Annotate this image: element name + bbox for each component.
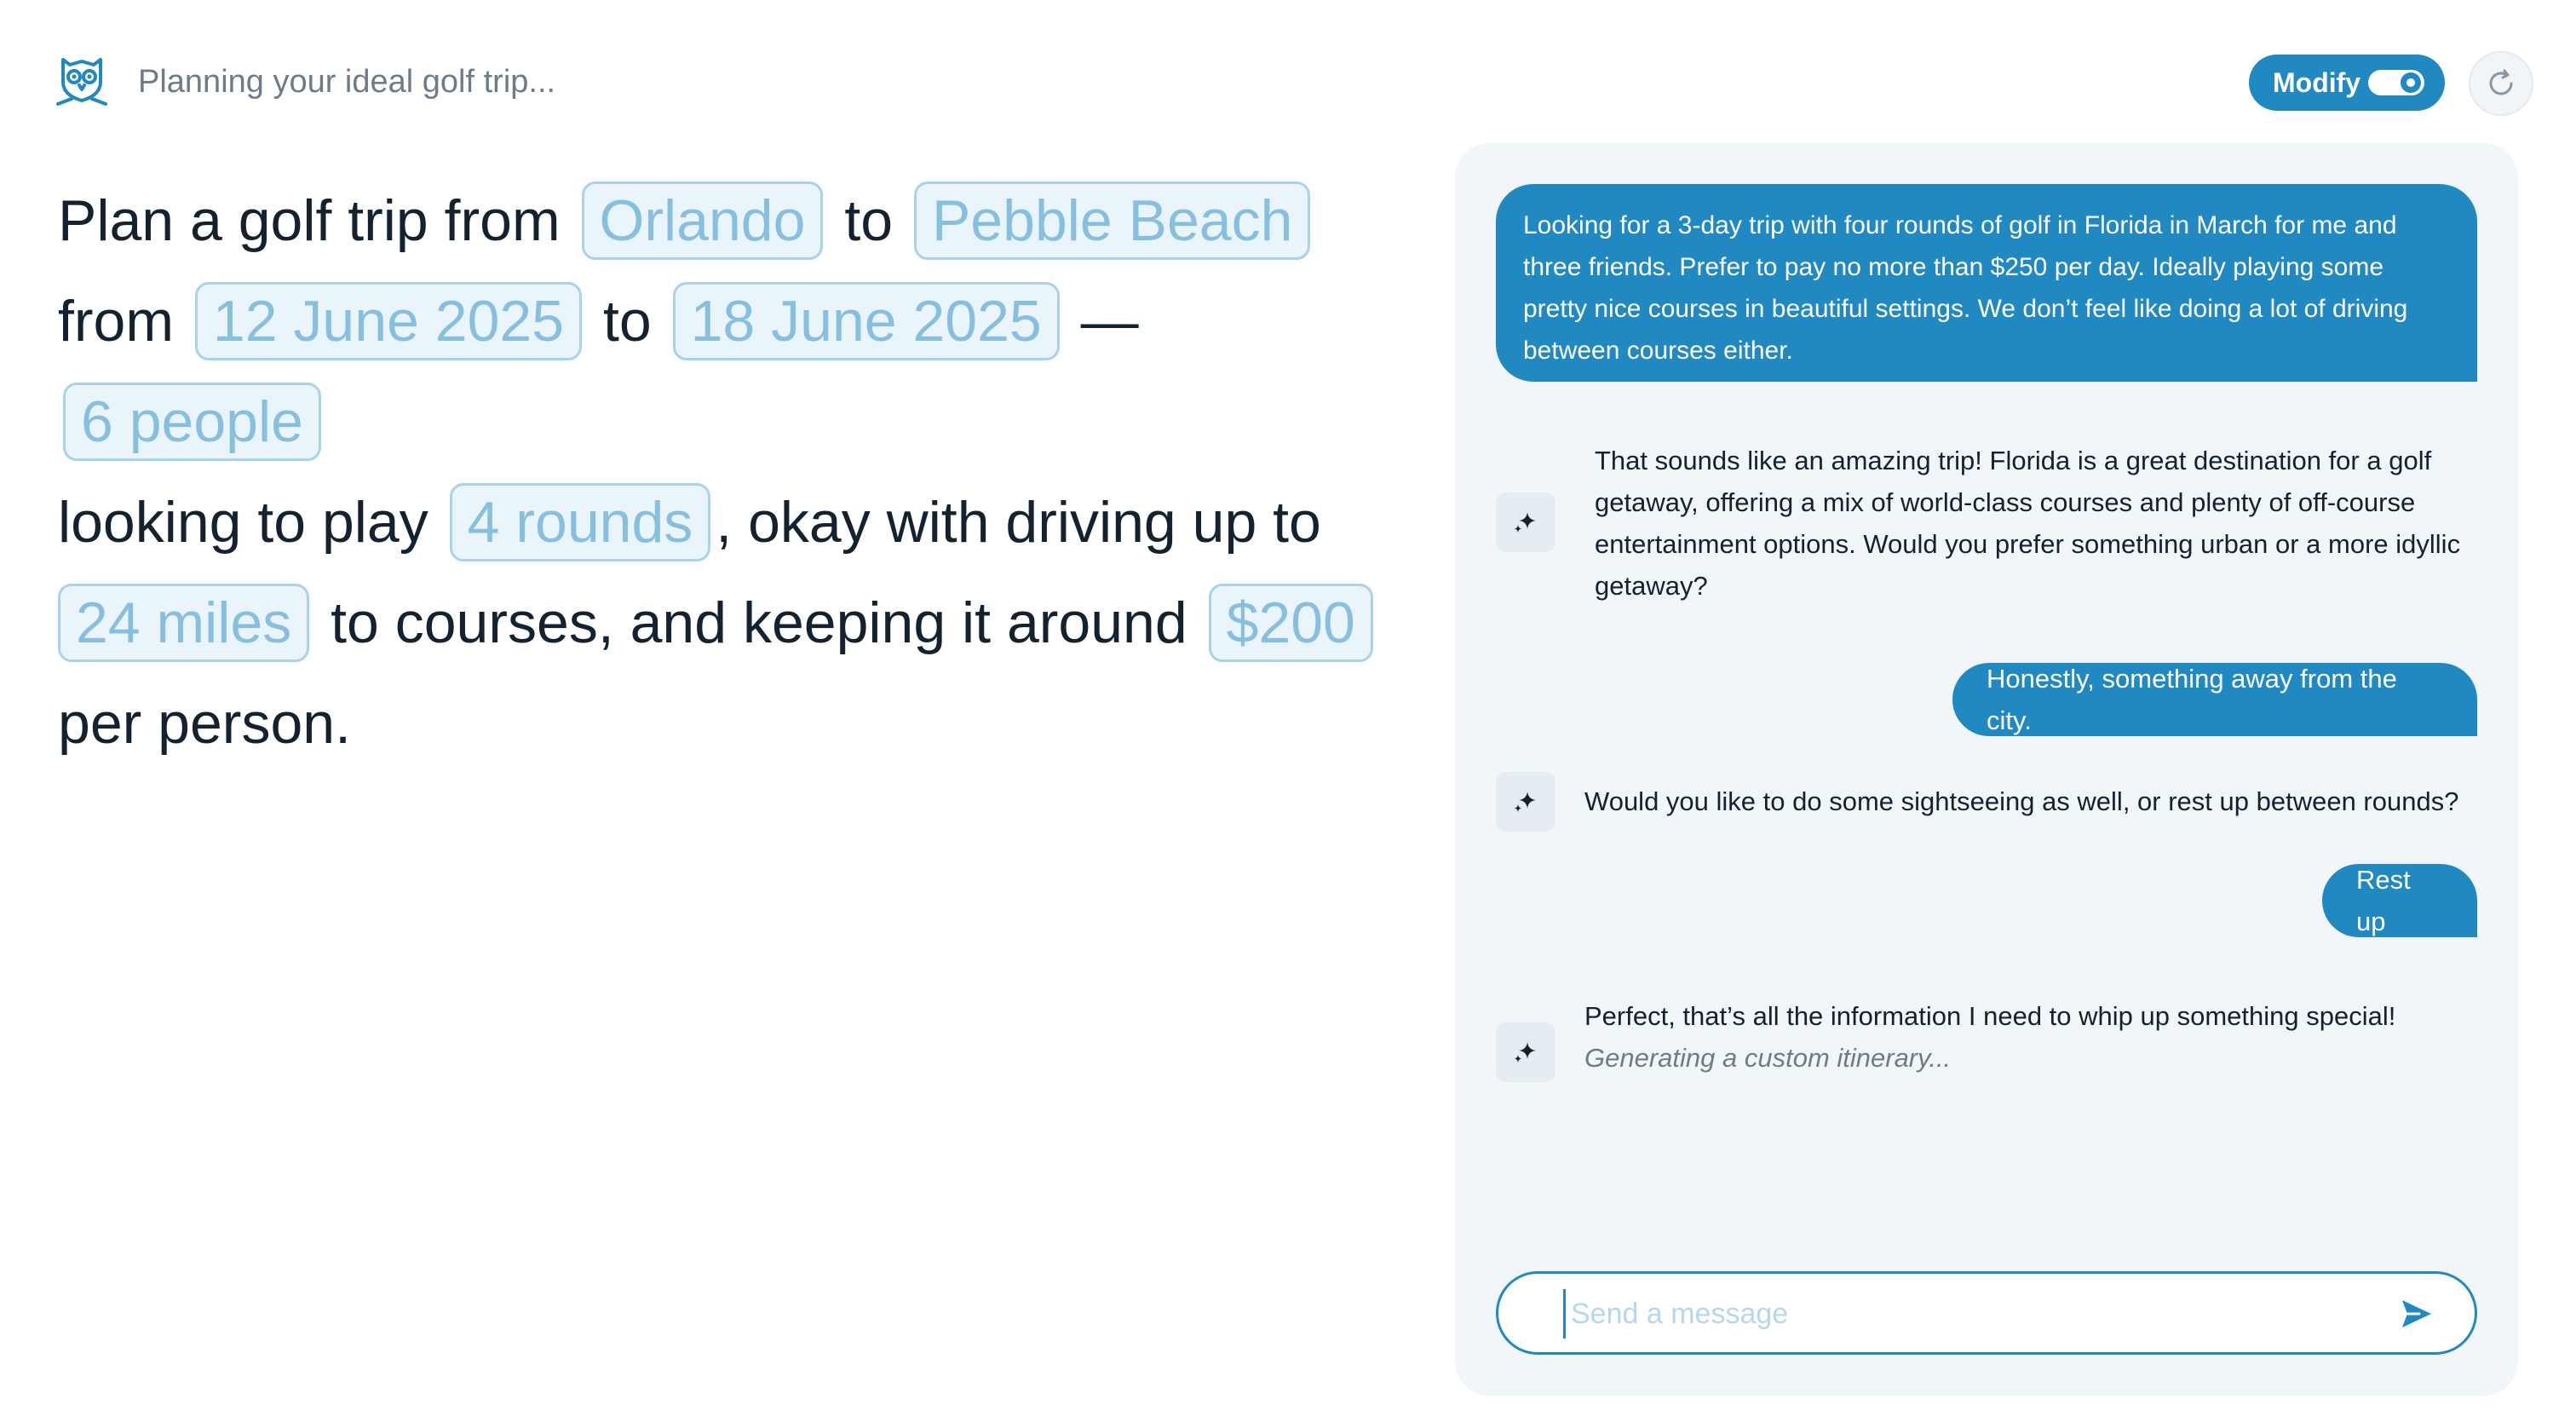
send-button[interactable] <box>2396 1294 2435 1333</box>
assistant-message: That sounds like an amazing trip! Florida is a great destination for a golf getaway, offering a mix of world-class courses and plenty of off-course entertainment options. Would you prefer something urban or a more idyllic getaway? <box>1595 446 2461 601</box>
start-date-chip[interactable]: 12 June 2025 <box>195 282 582 360</box>
prompt-text: to courses, and keeping it around <box>331 590 1187 655</box>
assistant-message: Would you like to do some sightseeing as well, or rest up between rounds? <box>1584 786 2459 816</box>
assistant-avatar <box>1496 772 1555 832</box>
refresh-icon <box>2484 66 2518 101</box>
owl-logo-icon[interactable] <box>53 51 111 109</box>
prompt-text: Plan a golf trip from <box>58 188 561 253</box>
distance-chip[interactable]: 24 miles <box>58 584 309 662</box>
budget-chip[interactable]: $200 <box>1209 584 1373 662</box>
sparkle-icon <box>1510 1037 1541 1068</box>
send-icon <box>2397 1295 2435 1333</box>
chat-panel <box>1455 143 2518 1396</box>
prompt-text: from <box>58 289 174 354</box>
prompt-text: to <box>844 188 894 253</box>
prompt-text: per person. <box>58 691 351 756</box>
modify-label: Modify <box>2273 66 2361 98</box>
prompt-text: looking to play <box>58 490 428 555</box>
header <box>0 0 2576 162</box>
user-message: Honestly, something away from the city. <box>1952 663 2477 736</box>
origin-chip[interactable]: Orlando <box>582 181 824 260</box>
generating-status: Generating a custom itinerary... <box>1584 1043 1952 1073</box>
message-input[interactable] <box>1563 1289 2381 1339</box>
assistant-avatar <box>1496 492 1555 552</box>
sparkle-icon <box>1510 507 1541 538</box>
toggle-switch-icon[interactable] <box>2368 70 2424 95</box>
prompt-dash: — <box>1080 289 1139 354</box>
people-chip[interactable]: 6 people <box>63 383 321 461</box>
user-message: Rest up <box>2322 864 2477 937</box>
page-title: Planning your ideal golf trip... <box>138 64 556 100</box>
assistant-message-text: Perfect, that’s all the information I need to whip up something special! <box>1584 1001 2396 1031</box>
refresh-button[interactable] <box>2469 51 2533 116</box>
sparkle-icon <box>1510 786 1541 817</box>
end-date-chip[interactable]: 18 June 2025 <box>673 282 1060 360</box>
destination-chip[interactable]: Pebble Beach <box>914 181 1310 260</box>
assistant-message <box>1584 995 2487 1079</box>
modify-toggle[interactable] <box>2249 55 2445 111</box>
prompt-text: , okay with driving up to <box>716 490 1321 555</box>
message-composer[interactable] <box>1496 1271 2477 1355</box>
toggle-knob <box>2401 72 2421 93</box>
prompt-text: to <box>602 289 652 354</box>
user-message: Looking for a 3-day trip with four rounds of golf in Florida in March for me and three friends. Prefer to pay no more than $250 per day. Ideally playing some pretty nice courses in beautiful settings. We don’t feel like doing a lot of driving between courses either. <box>1496 184 2477 382</box>
trip-prompt <box>58 170 1421 774</box>
assistant-avatar <box>1496 1022 1555 1082</box>
rounds-chip[interactable]: 4 rounds <box>450 483 711 561</box>
